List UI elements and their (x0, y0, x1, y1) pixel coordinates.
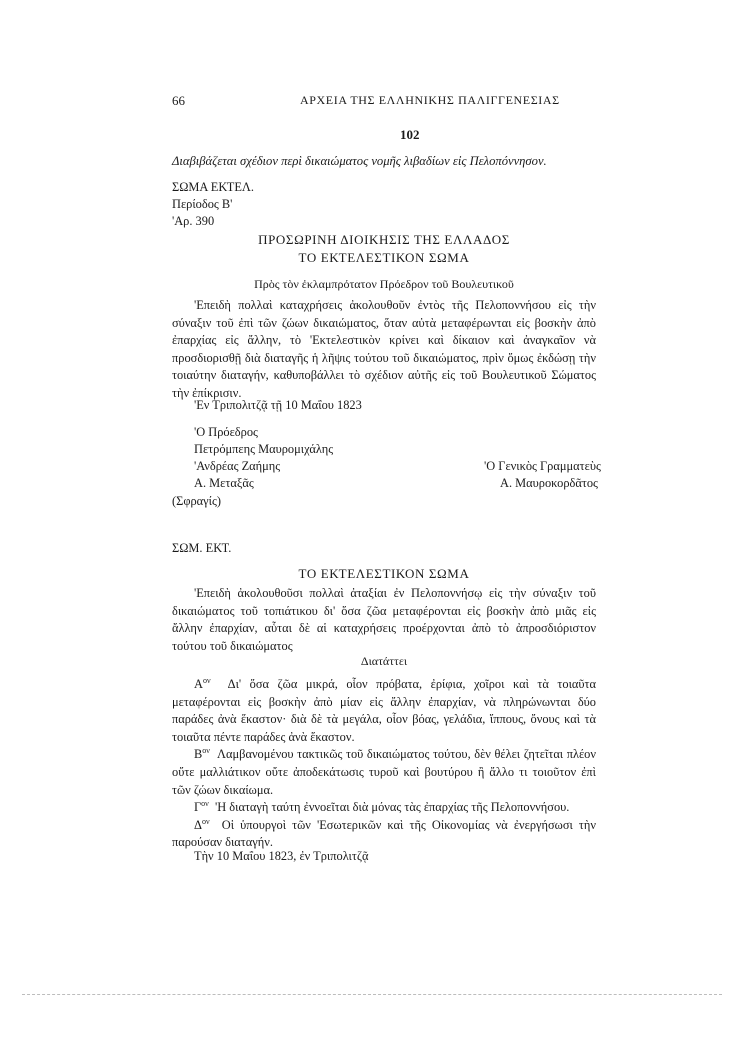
article-2-text: Λαμβανομένου τακτικῶς τοῦ δικαιώματος τούτου, δὲν θέλει ζητεῖται πλέον οὔτε μαλλιάτικον οὔτε ἀποδεκάτωσις τυροῦ καὶ βουτύρου ἢ ἄλλο τι τοιοῦτον ἐπὶ τῶν ζώων δικαίωμα. (172, 747, 596, 797)
document-number: 102 (400, 127, 420, 142)
signer-president-name: Πετρόμπεης Μαυρομιχάλης (194, 442, 334, 456)
article-4 (172, 817, 596, 852)
article-1-number: Α (194, 677, 203, 691)
doc2-ref: ΣΩΜ. ΕΚΤ. (172, 541, 232, 555)
article-1 (172, 676, 596, 746)
signer-president-title: 'Ο Πρόεδρος (194, 425, 258, 439)
ref-line-2: Περίοδος Β' (172, 197, 233, 211)
signer-metaxas: Α. Μεταξᾶς (194, 476, 254, 490)
article-3-number: Γ (194, 800, 202, 815)
doc1-addressee: Πρὸς τὸν ἐκλαμπρότατον Πρόεδρον τοῦ Βουλευτικοῦ (254, 277, 514, 291)
article-3-ordinal: ον (201, 799, 209, 809)
signer-secretary-title: 'Ο Γενικὸς Γραμματεὺς (484, 459, 601, 473)
article-1-ordinal: ον (202, 675, 211, 685)
doc2-title: ΤΟ ΕΚΤΕΛΕΣΤΙΚΟΝ ΣΩΜΑ (298, 566, 470, 581)
doc1-dateline: 'Εν Τριπολιτζᾷ τῇ 10 Μαΐου 1823 (194, 398, 362, 412)
running-title: ΑΡΧΕΙΑ ΤΗΣ ΕΛΛΗΝΙΚΗΣ ΠΑΛΙΓΓΕΝΕΣΙΑΣ (300, 93, 560, 107)
article-2 (172, 746, 596, 799)
signer-secretary-name: Α. Μαυροκορδᾶτος (500, 476, 598, 490)
article-3-text: 'Η διαταγὴ ταύτη ἐννοεῖται διὰ μόνας τὰς ἐπαρχίας τῆς Πελοποννήσου. (215, 800, 570, 815)
article-4-number: Δ (194, 817, 202, 832)
doc2-preamble-text: 'Επειδὴ ἀκολουθοῦσι πολλαὶ ἀταξίαι ἐν Πελοποννήσῳ εἰς τὴν σύναξιν τοῦ δικαιώματος τοῦ τοπιάτικου δι' ὅσα ζῶα μεταφέρονται εἰς βοσκὴν ἀπὸ μιᾶς εἰς ἄλλην ἐπαρχίαν, αὗται δὲ αἱ καταχρήσεις προέρχονται ἀπὸ τὸ ἀπροσδιόριστον τούτου τοῦ δικαιώματος (172, 586, 596, 653)
ref-line-1: ΣΩΜΑ ΕΚΤΕΛ. (172, 180, 254, 194)
doc1-body (172, 297, 596, 403)
doc1-body-text: 'Επειδὴ πολλαὶ καταχρήσεις ἀκολουθοῦν ἐντὸς τῆς Πελοποννήσου εἰς τὴν σύναξιν τοῦ ἐπὶ τῶν ζώων δικαιώματος, ὅταν αὐτὰ μεταφέρωνται εἰς βοσκὴν ἀπὸ ἐπαρχίας εἰς ἄλλην, τὸ 'Εκτελεστικὸν κρίνει καὶ δίκαιον καὶ ἀναγκαῖον νὰ προσδιορισθῇ διὰ διαταγῆς ἡ λῆψις τούτου τοῦ δικαιώματος, πρὶν ὅμως ἐκδώσῃ τὴν τοιαύτην διαταγήν, καθυποβάλλει τὸ σχέδιον αὐτῆς εἰς τοῦ Βουλευτικοῦ Σώματος τὴν ἐπίκρισιν. (172, 298, 596, 400)
scan-edge-divider (22, 994, 722, 995)
doc1-title-executive: ΤΟ ΕΚΤΕΛΕΣΤΙΚΟΝ ΣΩΜΑ (298, 250, 470, 265)
document-subject: Διαβιβάζεται σχέδιον περὶ δικαιώματος νομῆς λιβαδίων εἰς Πελοπόννησον. (172, 154, 547, 168)
doc1-title-government: ΠΡΟΣΩΡΙΝΗ ΔΙΟΙΚΗΣΙΣ ΤΗΣ ΕΛΛΑΔΟΣ (258, 232, 510, 247)
article-2-number: Β (194, 747, 203, 762)
seal-note: (Σφραγίς) (172, 494, 222, 508)
doc2-dateline: Τὴν 10 Μαΐου 1823, ἐν Τριπολιτζᾷ (194, 849, 369, 863)
article-2-ordinal: ον (202, 746, 210, 756)
ref-line-3: 'Αρ. 390 (172, 214, 215, 228)
doc2-preamble (172, 585, 596, 655)
article-3 (172, 799, 596, 817)
decree-heading: Διατάττει (360, 654, 408, 668)
page-number: 66 (172, 93, 185, 108)
article-1-text: Δι' ὅσα ζῶα μικρά, οἷον πρόβατα, ἐρίφια, χοῖροι καὶ τὰ τοιαῦτα μεταφέρονται εἰς βοσκὴν ἀπὸ μίαν εἰς ἄλλην ἐπαρχίαν, νὰ πληρώνωνται δύο παράδες ἀνὰ ἕκαστον· διὰ δὲ τὰ μεγάλα, οἷον βόας, γελάδια, ἵππους, ὄνους καὶ τὰ τοιαῦτα πέντε παράδες ἀνὰ ἕκαστον. (172, 677, 596, 744)
signer-zaimis: 'Ανδρέας Ζαήμης (194, 459, 281, 473)
article-4-ordinal: ον (201, 816, 210, 826)
decree-articles (172, 676, 596, 852)
article-4-text: Οἱ ὑπουργοὶ τῶν 'Εσωτερικῶν καὶ τῆς Οἰκονομίας νὰ ἐνεργήσωσι τὴν παρούσαν διαταγήν. (172, 817, 596, 850)
